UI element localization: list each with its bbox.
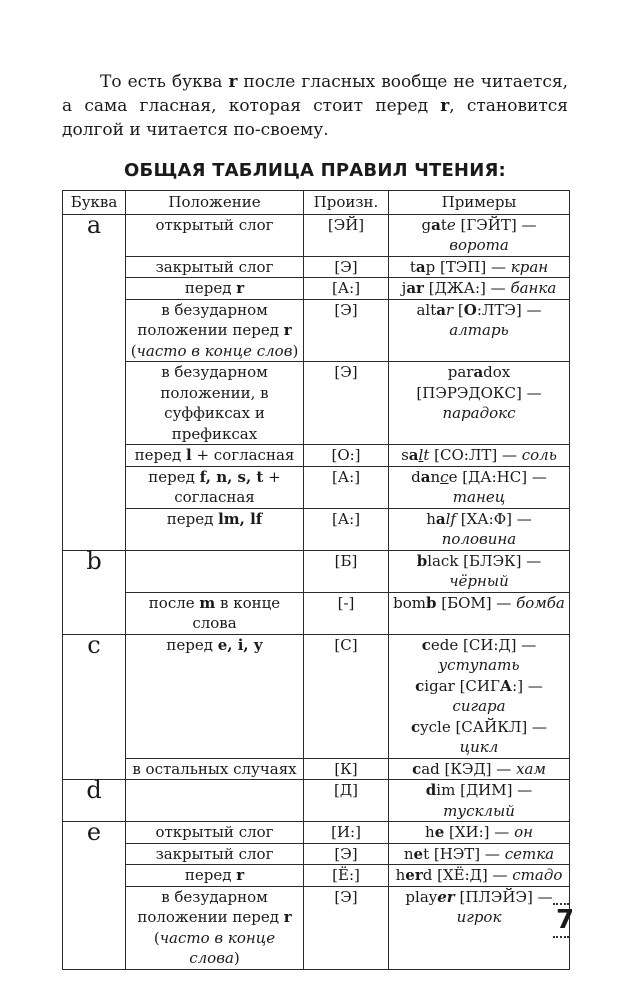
intro-text: То есть буква	[100, 72, 229, 92]
pron-cell: [К]	[304, 758, 389, 780]
letter-cell-e: e	[63, 822, 126, 970]
position-cell	[126, 780, 304, 822]
example-cell: black [БЛЭК] — чёрный	[389, 550, 570, 592]
example-cell: salt [СО:ЛТ] — соль	[389, 445, 570, 467]
letter-r: r	[440, 96, 450, 116]
pron-cell: [И:]	[304, 822, 389, 844]
position-cell: в безударном положении перед r (часто в конце слов)	[126, 299, 304, 362]
header-pronunciation: Произн.	[304, 191, 389, 215]
example-cell: gate [ГЭЙТ] — ворота	[389, 214, 570, 256]
table-row	[63, 865, 570, 887]
table-row	[63, 445, 570, 467]
position-cell: перед r	[126, 278, 304, 300]
pron-cell: [Э]	[304, 843, 389, 865]
example-cell: dim [ДИМ] — тусклый	[389, 780, 570, 822]
pron-cell: [Э]	[304, 886, 389, 969]
example-cell: cede [СИ:Д] — уступать cigar [СИГА:] — сигара cycle [САЙКЛ] — цикл	[389, 634, 570, 758]
header-examples: Примеры	[389, 191, 570, 215]
example-cell: bomb [БОМ] — бомба	[389, 592, 570, 634]
letter-cell-c: c	[63, 634, 126, 780]
example-cell: jar [ДЖА:] — банка	[389, 278, 570, 300]
intro-text: , становится долгой и читается по-своему.	[62, 96, 568, 140]
example-cell: paradox [ПЭРЭДОКС] — парадокс	[389, 362, 570, 445]
position-cell: в безударном положении перед r (часто в конце слова)	[126, 886, 304, 969]
table-row	[63, 843, 570, 865]
position-cell: открытый слог	[126, 214, 304, 256]
table-row	[63, 822, 570, 844]
pron-cell: [Ё:]	[304, 865, 389, 887]
table-row	[63, 466, 570, 508]
page-number: 7	[556, 905, 575, 935]
example-cell: half [ХА:Ф] — половина	[389, 508, 570, 550]
table-row	[63, 550, 570, 592]
letter-cell-a: a	[63, 214, 126, 550]
table-row	[63, 256, 570, 278]
table-row	[63, 592, 570, 634]
table-row	[63, 634, 570, 758]
position-cell: перед lm, lf	[126, 508, 304, 550]
example-cell: cad [КЭД] — хам	[389, 758, 570, 780]
position-cell: перед f, n, s, t + согласная	[126, 466, 304, 508]
pron-cell: [Э]	[304, 362, 389, 445]
example-cell: dance [ДА:НС] — танец	[389, 466, 570, 508]
table-title: ОБЩАЯ ТАБЛИЦА ПРАВИЛ ЧТЕНИЯ:	[124, 160, 506, 181]
table-row	[63, 508, 570, 550]
pron-cell: [ЭЙ]	[304, 214, 389, 256]
header-letter: Буква	[63, 191, 126, 215]
position-cell: в остальных случаях	[126, 758, 304, 780]
table-row	[63, 214, 570, 256]
reading-rules-table	[62, 190, 570, 970]
table-row	[63, 780, 570, 822]
pron-cell: [А:]	[304, 508, 389, 550]
position-cell	[126, 550, 304, 592]
pron-cell: [А:]	[304, 466, 389, 508]
pron-cell: [Э]	[304, 299, 389, 362]
position-cell: в безударном положении, в суффиксах и префиксах	[126, 362, 304, 445]
example-cell: tap [ТЭП] — кран	[389, 256, 570, 278]
pron-cell: [О:]	[304, 445, 389, 467]
position-cell: перед r	[126, 865, 304, 887]
position-cell: после m в конце слова	[126, 592, 304, 634]
page-number-rule-bottom	[553, 936, 569, 938]
position-cell: перед l + согласная	[126, 445, 304, 467]
letter-cell-d: d	[63, 780, 126, 822]
pron-cell: [А:]	[304, 278, 389, 300]
pron-cell: [Д]	[304, 780, 389, 822]
table-header-row	[63, 191, 570, 215]
table-row	[63, 758, 570, 780]
pron-cell: [С]	[304, 634, 389, 758]
position-cell: перед e, i, y	[126, 634, 304, 758]
pron-cell: [Б]	[304, 550, 389, 592]
example-cell: altar [О:ЛТЭ] — алтарь	[389, 299, 570, 362]
table-row	[63, 299, 570, 362]
table-row	[63, 278, 570, 300]
position-cell: открытый слог	[126, 822, 304, 844]
example-cell: net [НЭТ] — сетка	[389, 843, 570, 865]
example-cell: herd [ХЁ:Д] — стадо	[389, 865, 570, 887]
pron-cell: [-]	[304, 592, 389, 634]
table-row	[63, 362, 570, 445]
pron-cell: [Э]	[304, 256, 389, 278]
example-cell: he [ХИ:] — он	[389, 822, 570, 844]
example-cell: player [ПЛЭЙЭ] — игрок	[389, 886, 570, 969]
header-position: Положение	[126, 191, 304, 215]
intro-paragraph	[62, 70, 568, 142]
position-cell: закрытый слог	[126, 843, 304, 865]
table-row	[63, 886, 570, 969]
position-cell: закрытый слог	[126, 256, 304, 278]
intro-text: после гласных вообще не читается, а сама гласная, которая стоит перед	[62, 72, 568, 116]
letter-r: r	[228, 72, 238, 92]
letter-cell-b: b	[63, 550, 126, 634]
